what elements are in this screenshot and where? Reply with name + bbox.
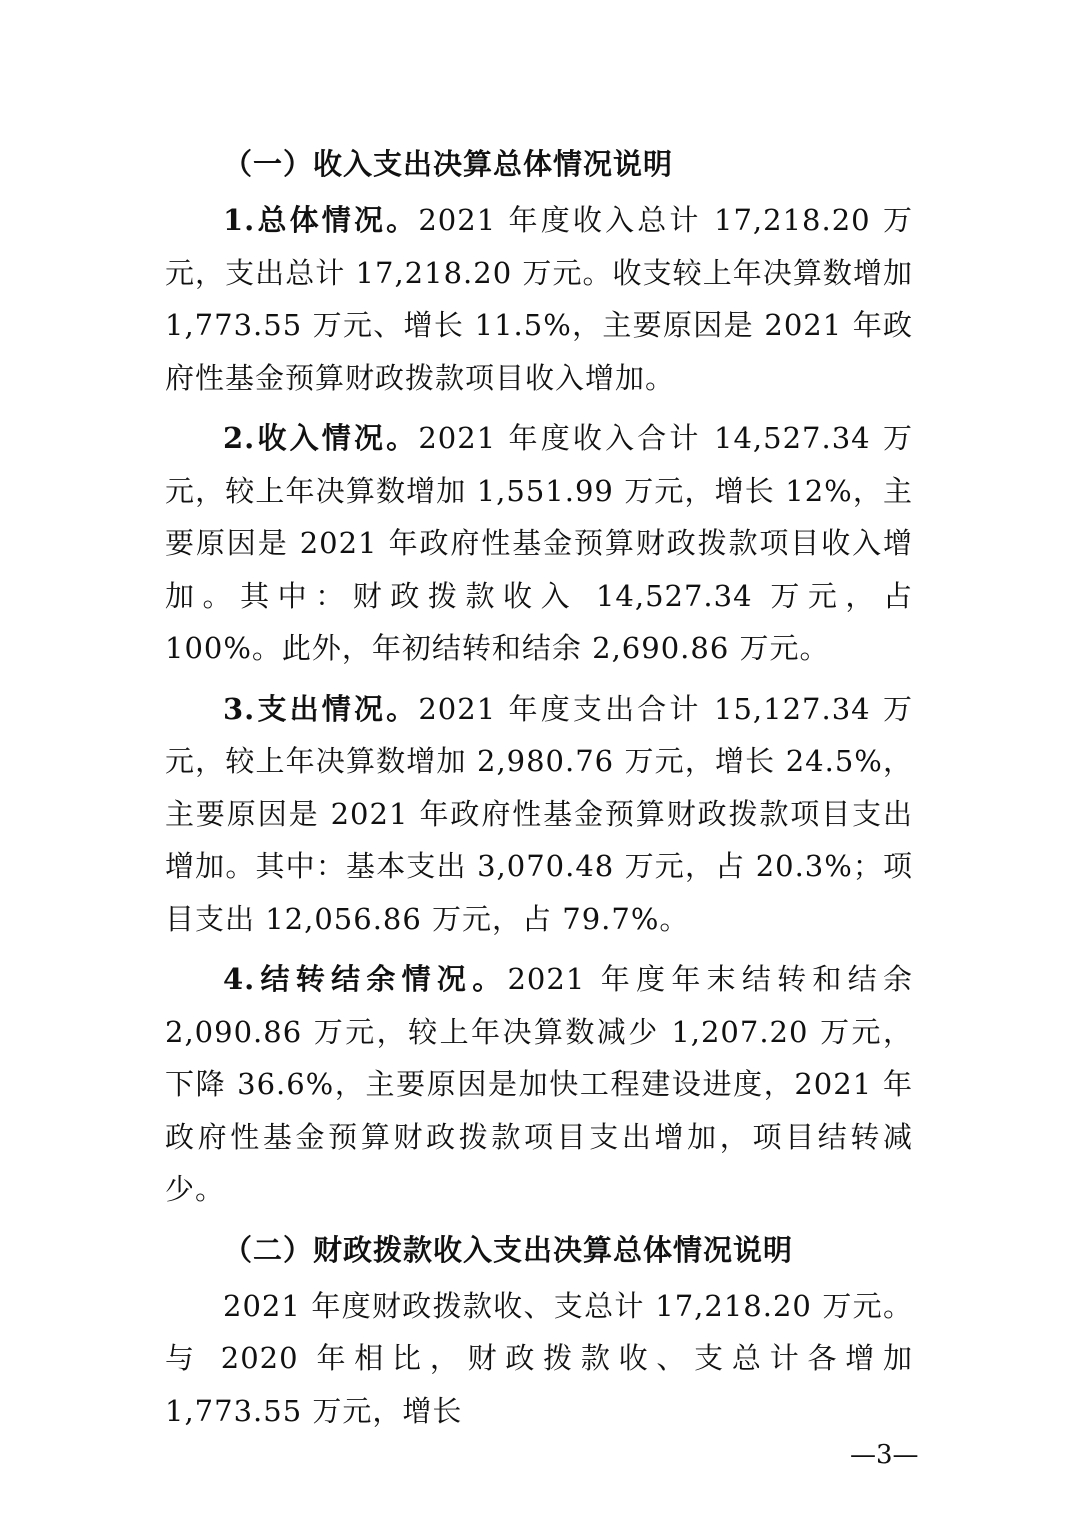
section-heading-1: （一）收入支出决算总体情况说明 [223,147,674,181]
paragraph-lead-carryover: 4.结转结余情况。 [223,962,508,996]
paragraph-lead-overall: 1.总体情况。 [223,203,419,237]
section-heading-2: （二）财政拨款收入支出决算总体情况说明 [223,1232,794,1267]
paragraph-expenditure [165,683,913,946]
paragraph-carryover [165,953,913,1216]
paragraph-overall [165,194,913,404]
paragraph-fiscal-appropriation [165,1280,913,1438]
paragraph-text-income: 2021 年度收入合计 14,527.34 万元，较上年决算数增加 1,551.99 万元，增长 12%，主要原因是 2021 年政府性基金预算财政拨款项目收入增加。其中：财政拨款收入 14,527.34 万元，占 100%。此外，年初结转和结余 2,690.86 万元。 [165,421,913,665]
paragraph-text-expenditure: 2021 年度支出合计 15,127.34 万元，较上年决算数增加 2,980.76 万元，增长 24.5%，主要原因是 2021 年政府性基金预算财政拨款项目支出增加。其中：基本支出 3,070.48 万元，占 20.3%；项目支出 12,056.86 万元，占 79.7%。 [165,691,913,936]
document-body [165,138,913,1445]
paragraph-text-overall: 2021 年度收入总计 17,218.20 万元，支出总计 17,218.20 万元。收支较上年决算数增加 1,773.55 万元、增长 11.5%，主要原因是 2021 年政府性基金预算财政拨款项目收入增加。 [165,203,913,395]
paragraph-text-carryover: 2021 年度年末结转和结余 2,090.86 万元，较上年决算数减少 1,207.20 万元，下降 36.6%，主要原因是加快工程建设进度，2021 年政府性基金预算财政拨款项目支出增加，项目结转减少。 [165,962,913,1206]
page-number: —3— [850,1440,919,1470]
paragraph-income [165,412,913,675]
paragraph-lead-income: 2.收入情况。 [223,421,419,455]
paragraph-text-fiscal-appropriation: 2021 年度财政拨款收、支总计 17,218.20 万元。与 2020 年相比，财政拨款收、支总计各增加 1,773.55 万元，增长 [165,1288,913,1428]
paragraph-lead-expenditure: 3.支出情况。 [223,691,419,726]
